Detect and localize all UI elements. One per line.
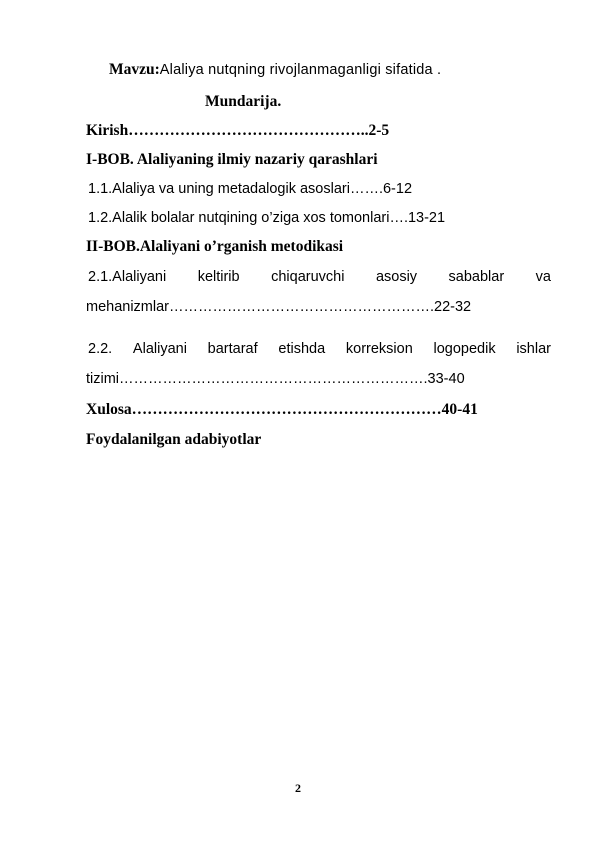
word: keltirib	[197, 269, 240, 285]
toc-entry-2-2-continuation: tizimi……………………………………………………….33-40	[86, 371, 465, 387]
toc-title: Mundarija.	[205, 93, 282, 110]
word: ishlar	[516, 341, 551, 357]
word: asosiy	[375, 269, 418, 285]
word: logopedik	[433, 341, 496, 357]
word: Alaliyani	[132, 341, 187, 357]
toc-entry-chapter-2: II-BOB.Alaliyani o’rganish metodikasi	[86, 238, 344, 255]
word: bartaraf	[207, 341, 258, 357]
word: korreksion	[345, 341, 413, 357]
word: 2.2.	[88, 341, 113, 357]
word: sabablar	[448, 269, 505, 285]
word: va	[535, 269, 551, 285]
toc-entry-conclusion: Xulosa……………………………………………………40-41	[86, 401, 478, 418]
toc-entry-intro: Kirish………………………………………..2-5	[86, 122, 390, 139]
word: chiqaruvchi	[271, 269, 345, 285]
page-number: 2	[295, 781, 301, 795]
toc-entry-2-2-justified	[88, 339, 551, 359]
toc-entry-2-1-continuation: mehanizmlar……………………………………………….22-32	[86, 299, 472, 315]
toc-entry-2-2	[88, 339, 551, 359]
toc-entry-2-1-justified	[88, 267, 551, 287]
topic-text: Alaliya nutqning rivojlanmaganligi sifatida .	[159, 62, 442, 78]
toc-entry-1-2: 1.2.Alalik bolalar nutqining o’ziga xos tomonlari….13-21	[88, 210, 446, 226]
topic-line	[109, 60, 441, 80]
toc-entry-1-1: 1.1.Alaliya va uning metadalogik asoslari…….6-12	[88, 181, 413, 197]
topic-label: Mavzu:	[109, 61, 160, 78]
word: 2.1.Alaliyani	[88, 269, 167, 285]
word: etishda	[278, 341, 326, 357]
toc-entry-2-1	[88, 267, 551, 287]
toc-entry-chapter-1: I-BOB. Alaliyaning ilmiy nazariy qarashlari	[86, 151, 378, 168]
toc-entry-references: Foydalanilgan adabiyotlar	[86, 431, 262, 448]
